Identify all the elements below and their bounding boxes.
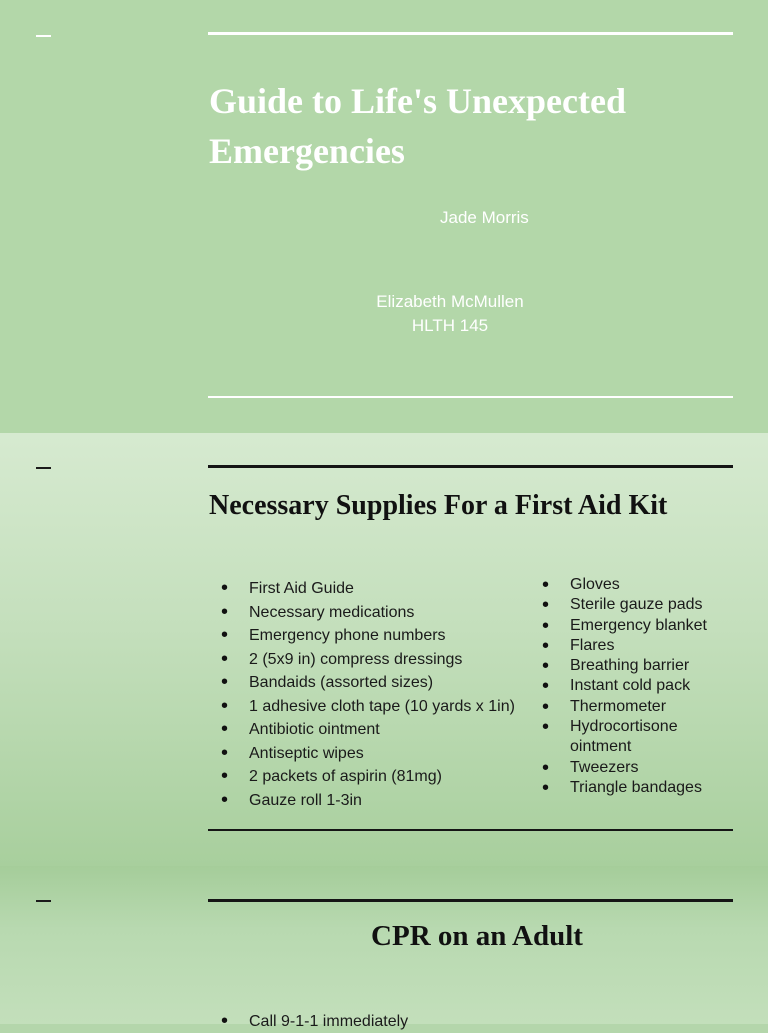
list-item: • 2 (5x9 in) compress dressings <box>221 648 541 672</box>
supplies-list-right <box>542 575 742 798</box>
instructor-block <box>350 290 550 338</box>
list-item: • Gauze roll 1-3in <box>221 789 541 813</box>
list-item: • 2 packets of aspirin (81mg) <box>221 765 541 789</box>
list-item: • Antibiotic ointment <box>221 718 541 742</box>
presentation-title: Guide to Life's Unexpected Emergencies <box>209 81 626 171</box>
list-item: • Thermometer <box>542 697 742 717</box>
list-item: • 1 adhesive cloth tape (10 yards x 1in) <box>221 695 541 719</box>
list-item: • Gloves <box>542 575 742 595</box>
list-item: • Breathing barrier <box>542 656 742 676</box>
author-name: Jade Morris <box>440 208 529 227</box>
top-rule <box>208 899 733 902</box>
top-rule <box>208 32 733 35</box>
list-item: • Call 9-1-1 immediately <box>221 1010 621 1033</box>
list-item: • Emergency blanket <box>542 616 742 636</box>
slide-title: CPR on an Adult <box>371 920 583 952</box>
list-item: • Necessary medications <box>221 601 541 625</box>
list-item: • Antiseptic wipes <box>221 742 541 766</box>
cpr-steps-list <box>221 1010 621 1033</box>
list-item: • Flares <box>542 636 742 656</box>
slide-marker <box>36 467 51 469</box>
list-item: • First Aid Guide <box>221 577 541 601</box>
list-item: • Instant cold pack <box>542 676 742 696</box>
instructor-name: Elizabeth McMullen <box>376 292 524 311</box>
slide-marker <box>36 900 51 902</box>
slide-title: Necessary Supplies For a First Aid Kit <box>209 490 668 521</box>
supplies-list-left <box>221 577 541 812</box>
list-item: • Sterile gauze pads <box>542 595 742 615</box>
list-item: • Bandaids (assorted sizes) <box>221 671 541 695</box>
list-item: • Emergency phone numbers <box>221 624 541 648</box>
bottom-rule <box>208 829 733 831</box>
title-slide <box>0 0 768 433</box>
top-rule <box>208 465 733 468</box>
list-item: • Tweezers <box>542 758 742 778</box>
slide-marker <box>36 35 51 37</box>
bottom-rule <box>208 396 733 398</box>
list-item: • Triangle bandages <box>542 778 742 798</box>
course-code: HLTH 145 <box>411 316 489 335</box>
list-item: • Hydrocortisone ointment <box>542 717 742 758</box>
